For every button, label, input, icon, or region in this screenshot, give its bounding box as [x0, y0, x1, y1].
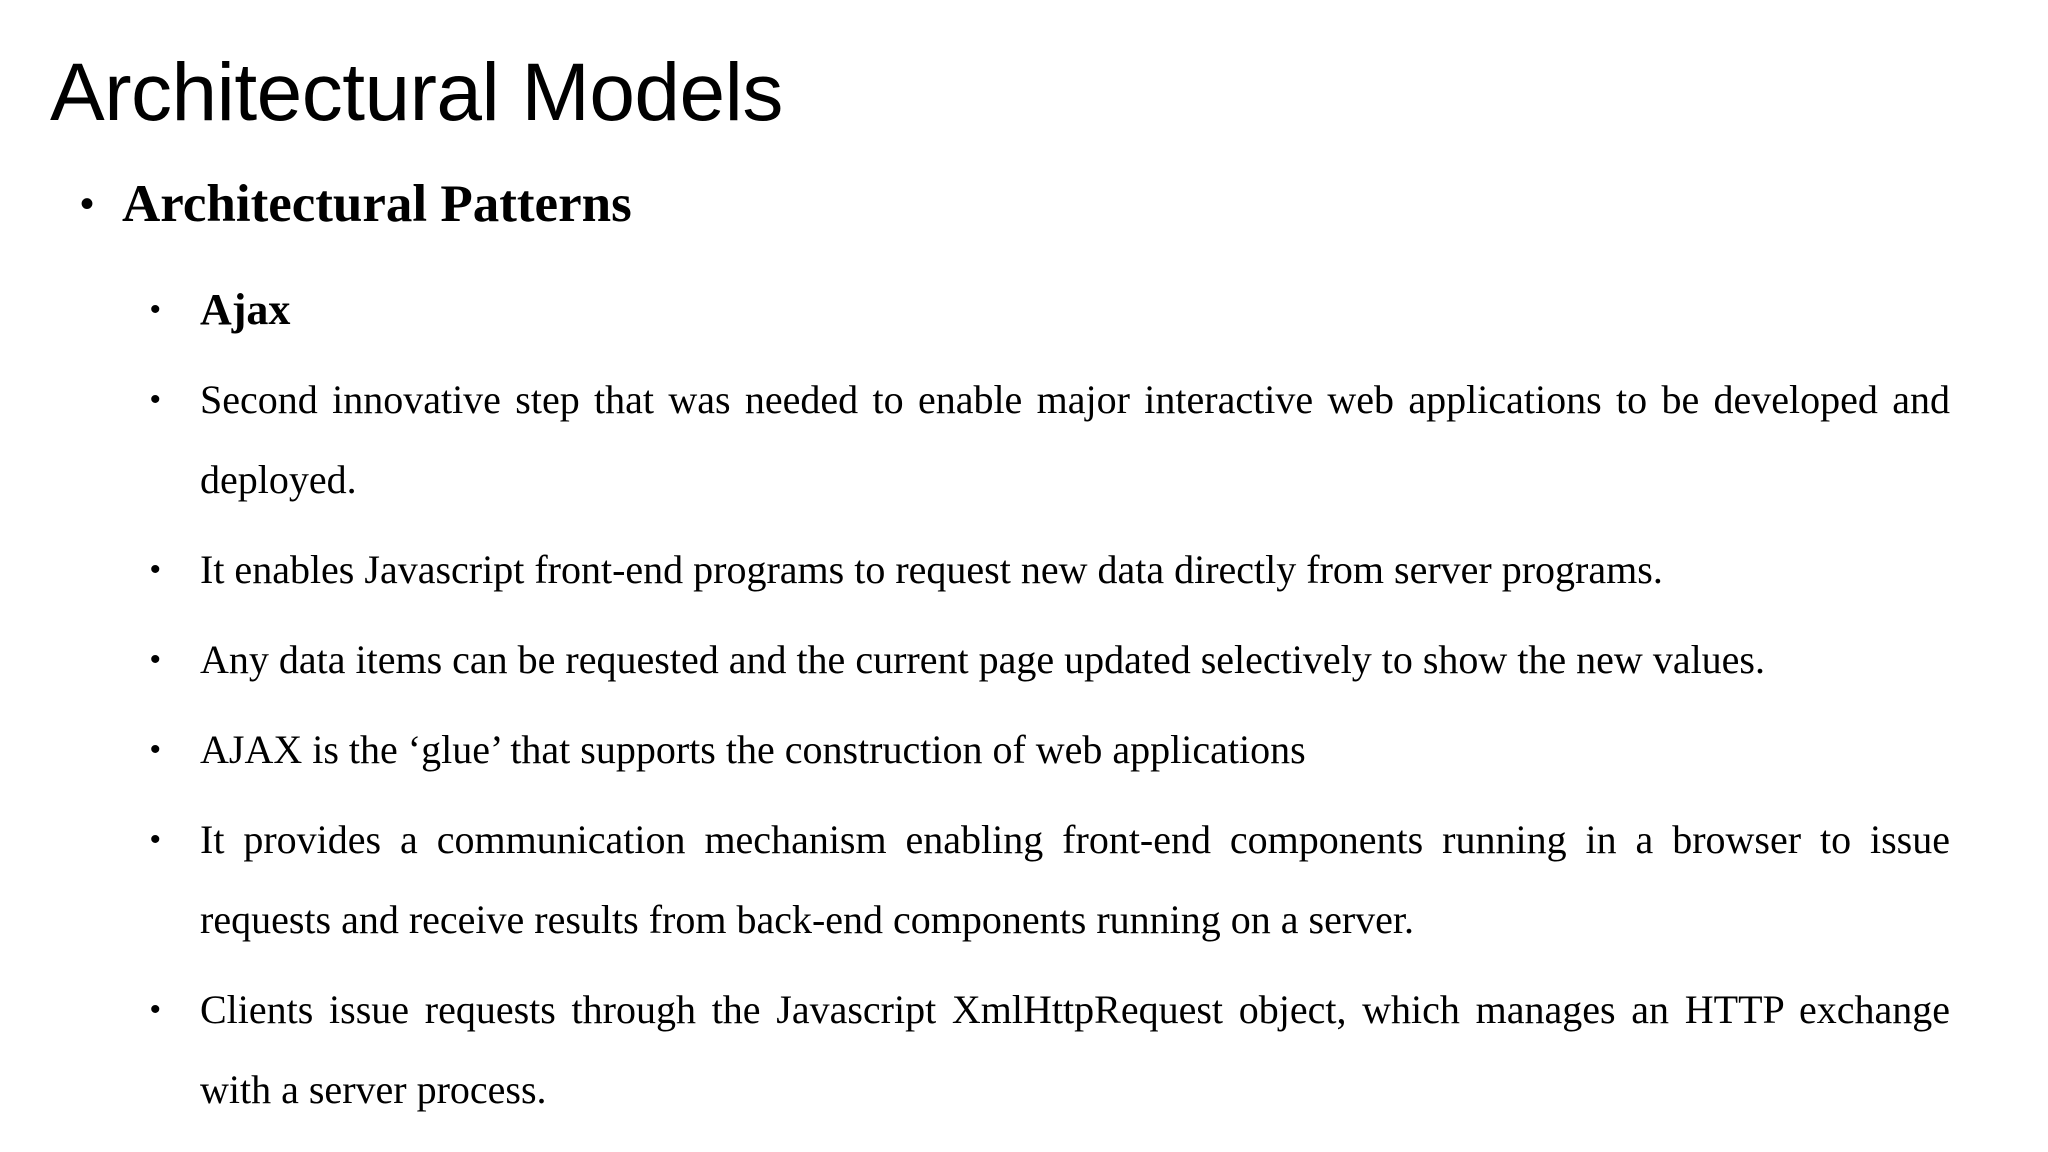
list-item-text: Any data items can be requested and the current page updated selectively to show the new values.	[200, 637, 1765, 682]
list-item-text: Second innovative step that was needed to enable major interactive web applications to be developed and deployed.	[200, 377, 1950, 502]
list-item-text: Ajax	[200, 285, 291, 334]
list-item-text: It provides a communication mechanism enabling front-end components running in a browser to issue requests and receive results from back-end components running on a server.	[200, 817, 1950, 942]
list-item	[150, 710, 1950, 790]
list-item-text: AJAX is the ‘glue’ that supports the construction of web applications	[200, 727, 1306, 772]
list-item-text: Clients issue requests through the Javascript XmlHttpRequest object, which manages an HTTP exchange with a server process.	[200, 987, 1950, 1112]
bullet-dot: •	[150, 733, 161, 766]
list-item	[150, 800, 1950, 960]
bullet-dot: •	[150, 823, 161, 856]
bullet-dot: •	[150, 553, 161, 586]
bullet-dot: •	[150, 383, 161, 416]
list-item	[150, 270, 1950, 350]
section-heading-bullet	[80, 168, 632, 240]
list-item	[150, 530, 1950, 610]
list-item	[150, 360, 1950, 520]
section-heading: Architectural Patterns	[122, 175, 632, 233]
bullet-dot: •	[150, 993, 161, 1026]
bullet-list	[150, 270, 1950, 1140]
slide-title: Architectural Models	[50, 47, 783, 138]
list-item	[150, 970, 1950, 1130]
list-item-text: It enables Javascript front-end programs to request new data directly from server programs.	[200, 547, 1663, 592]
bullet-dot: •	[150, 293, 161, 326]
list-item	[150, 620, 1950, 700]
bullet-dot: •	[80, 182, 95, 226]
bullet-dot: •	[150, 643, 161, 676]
